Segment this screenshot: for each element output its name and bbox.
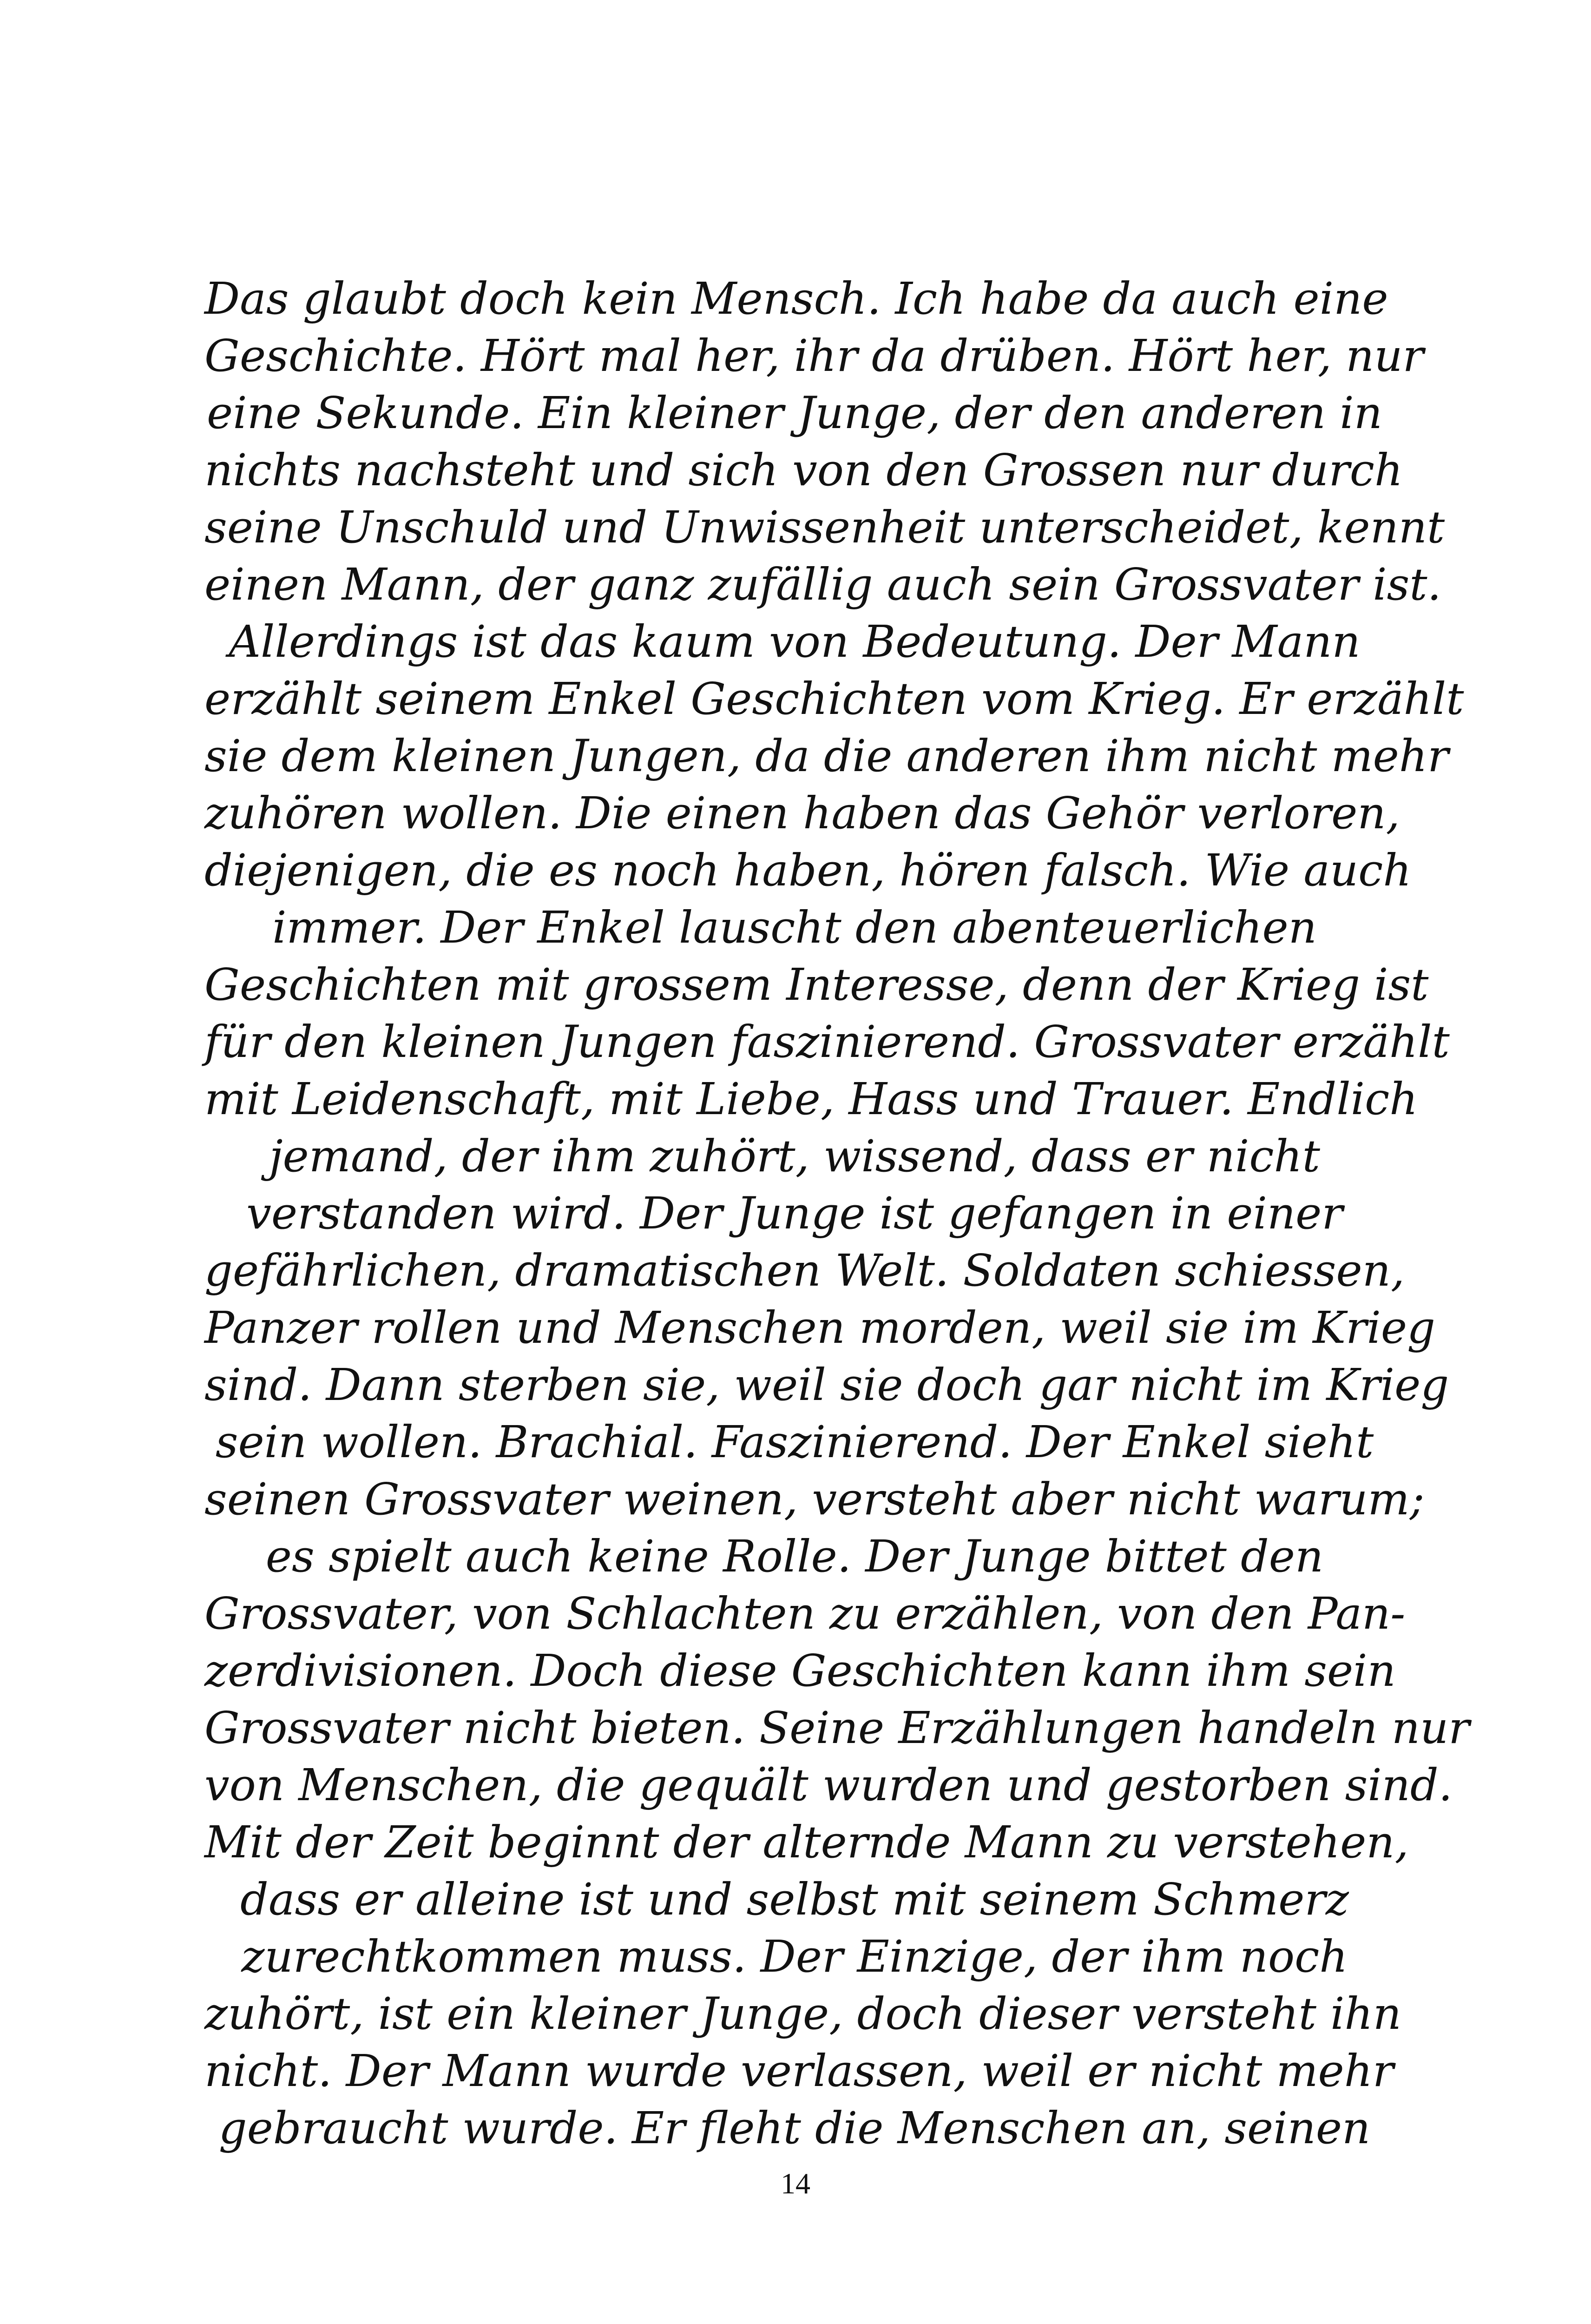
text-line: zurechtkommen muss. Der Einzige, der ihm noch (241, 1931, 1348, 1982)
text-line: sein wollen. Brachial. Faszinierend. Der Enkel sieht (215, 1417, 1374, 1468)
text-line: verstanden wird. Der Junge ist gefangen in einer (246, 1188, 1343, 1239)
text-line: eine Sekunde. Ein kleiner Junge, der den anderen in (207, 388, 1382, 439)
text-line: Geschichte. Hört mal her, ihr da drüben. Hört her, nur (204, 330, 1424, 382)
text-line: von Menschen, die gequält wurden und gestorben sind. (204, 1760, 1453, 1811)
text-line: Das glaubt doch kein Mensch. Ich habe da auch eine (204, 273, 1388, 324)
text-line: nicht. Der Mann wurde verlassen, weil er nicht mehr (204, 2046, 1394, 2097)
text-line: Geschichten mit grossem Interesse, denn der Krieg ist (204, 959, 1429, 1010)
text-line: immer. Der Enkel lauscht den abenteuerlichen (272, 902, 1317, 953)
text-line: mit Leidenschaft, mit Liebe, Hass und Trauer. Endlich (204, 1074, 1418, 1125)
text-line: jemand, der ihm zuhört, wissend, dass er nicht (269, 1131, 1320, 1182)
text-line: Allerdings ist das kaum von Bedeutung. Der Mann (229, 616, 1361, 667)
text-line: es spielt auch keine Rolle. Der Junge bittet den (265, 1531, 1324, 1582)
text-line: zuhört, ist ein kleiner Junge, doch dieser versteht ihn (204, 1988, 1401, 2040)
page-number: 14 (781, 2167, 810, 2200)
text-line: gefährlichen, dramatischen Welt. Soldaten schiessen, (204, 1245, 1405, 1296)
text-line: seine Unschuld und Unwissenheit unterscheidet, kennt (204, 502, 1445, 553)
text-line: nichts nachsteht und sich von den Grossen nur durch (204, 445, 1403, 496)
body-paragraph (204, 271, 1470, 2157)
text-line: dass er alleine ist und selbst mit seinem Schmerz (240, 1874, 1349, 1925)
text-line: zerdivisionen. Doch diese Geschichten kann ihm sein (204, 1645, 1396, 1697)
text-line: Panzer rollen und Menschen morden, weil sie im Krieg (204, 1302, 1435, 1353)
text-line: Mit der Zeit beginnt der alternde Mann zu verstehen, (204, 1817, 1409, 1868)
text-line: Grossvater nicht bieten. Seine Erzählungen handeln nur (204, 1703, 1470, 1754)
text-line: gebraucht wurde. Er fleht die Menschen an, seinen (218, 2103, 1371, 2154)
text-line: seinen Grossvater weinen, versteht aber nicht warum; (204, 1474, 1425, 1525)
text-line: einen Mann, der ganz zufällig auch sein Grossvater ist. (204, 559, 1441, 610)
text-line: Grossvater, von Schlachten zu erzählen, von den Pan- (204, 1588, 1406, 1639)
text-line: sind. Dann sterben sie, weil sie doch gar nicht im Krieg (204, 1360, 1449, 1411)
text-line: sie dem kleinen Jungen, da die anderen ihm nicht mehr (204, 731, 1449, 782)
text-line: diejenigen, die es noch haben, hören falsch. Wie auch (204, 845, 1412, 896)
text-line: für den kleinen Jungen faszinierend. Grossvater erzählt (204, 1017, 1450, 1068)
text-line: erzählt seinem Enkel Geschichten vom Krieg. Er erzählt (204, 673, 1464, 725)
text-line: zuhören wollen. Die einen haben das Gehör verloren, (204, 788, 1400, 839)
